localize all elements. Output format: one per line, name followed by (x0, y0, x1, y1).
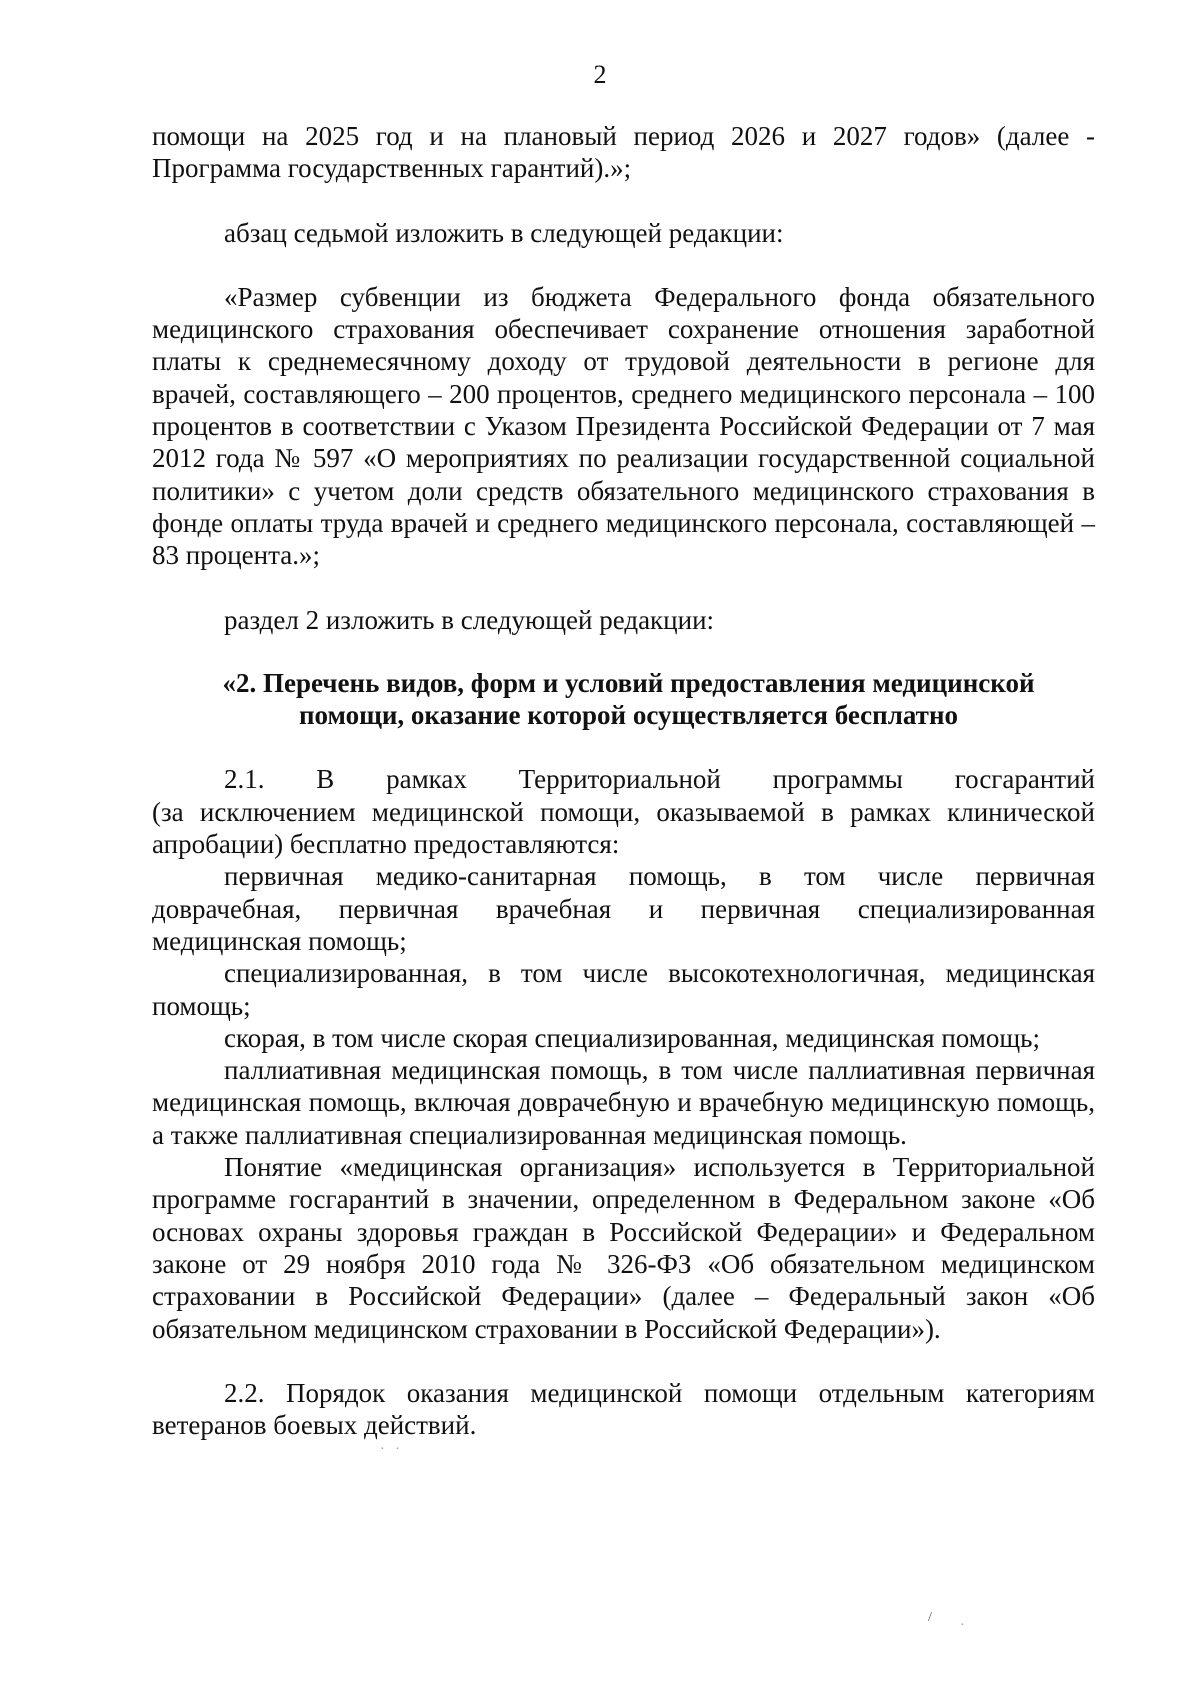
section-heading-line2: помощи, оказание которой осуществляется бесплатно (299, 700, 958, 731)
section-2-1-text: (за исключением медицинской помощи, оказываемой в рамках клинической апробации) бесплатно предоставляются: (152, 796, 1095, 860)
document-body (152, 120, 1095, 1441)
list-item-specialized-care: специализированная, в том числе высокотехнологичная, медицинская помощь; (152, 958, 1095, 1021)
section-2-1-first-line: 2.1. В рамках Территориальной программы госгарантий (224, 764, 1095, 795)
paragraph-continuation: помощи на 2025 год и на плановый период 2026 и 2027 годов» (далее - Программа государственных гарантий).»; (152, 121, 1095, 184)
list-item-primary-care: первичная медико-санитарная помощь, в том числе первичная доврачебная, первичная врачебная и первичная специализированная медицинская помощь; (152, 861, 1095, 956)
scan-speck: · (960, 1618, 965, 1633)
section-2-2-text: 2.2. Порядок оказания медицинской помощи отдельным категориям ветеранов боевых действий. (152, 1377, 1095, 1441)
paragraph-instruction-section2: раздел 2 изложить в следующей редакции: (224, 604, 715, 635)
section-heading (152, 667, 1095, 732)
page-number: 2 (593, 60, 607, 89)
section-heading-line1: «2. Перечень видов, форм и условий предоставления медицинской (222, 667, 1035, 698)
paragraph-subvention: «Размер субвенции из бюджета Федерального фонда обязательного медицинского страхования обеспечивает сохранение отношения заработной платы к среднемесячному доходу от трудовой деятельности в регионе для врачей, составляющего – 200 процентов, среднего медицинского персонала – 100 процентов в соответствии с Указом Президента Российской Федерации от 7 мая 2012 года № 597 «О мероприятиях по реализации государственной социальной политики» с учетом доли средств обязательного медицинского страхования в фонде оплаты труда врачей и среднего медицинского персонала, составляющей – 83 процента.»; (152, 281, 1095, 571)
paragraph-instruction-seventh: абзац седьмой изложить в следующей редакции: (224, 217, 784, 248)
list-item-palliative-care: паллиативная медицинская помощь, в том числе паллиативная первичная медицинская помощь, включая доврачебную и врачебную медицинскую помощь, а также паллиативная специализированная медицинская помощь. (152, 1055, 1095, 1150)
paragraph-medical-organization: Понятие «медицинская организация» используется в Территориальной программе госгарантий в значении, определенном в Федеральном законе «Об основах охраны здоровья граждан в Российской Федерации» и Федеральном законе от 29 ноября 2010 года № 326-ФЗ «Об обязательном медицинском страховании в Российской Федерации» (далее – Федеральный закон «Об обязательном медицинском страховании в Российской Федерации»). (152, 1152, 1095, 1344)
scan-speck: / (928, 1610, 932, 1625)
list-item-emergency-care: скорая, в том числе скорая специализированная, медицинская помощь; (224, 1022, 1040, 1053)
scan-speck: · · (380, 1442, 400, 1457)
